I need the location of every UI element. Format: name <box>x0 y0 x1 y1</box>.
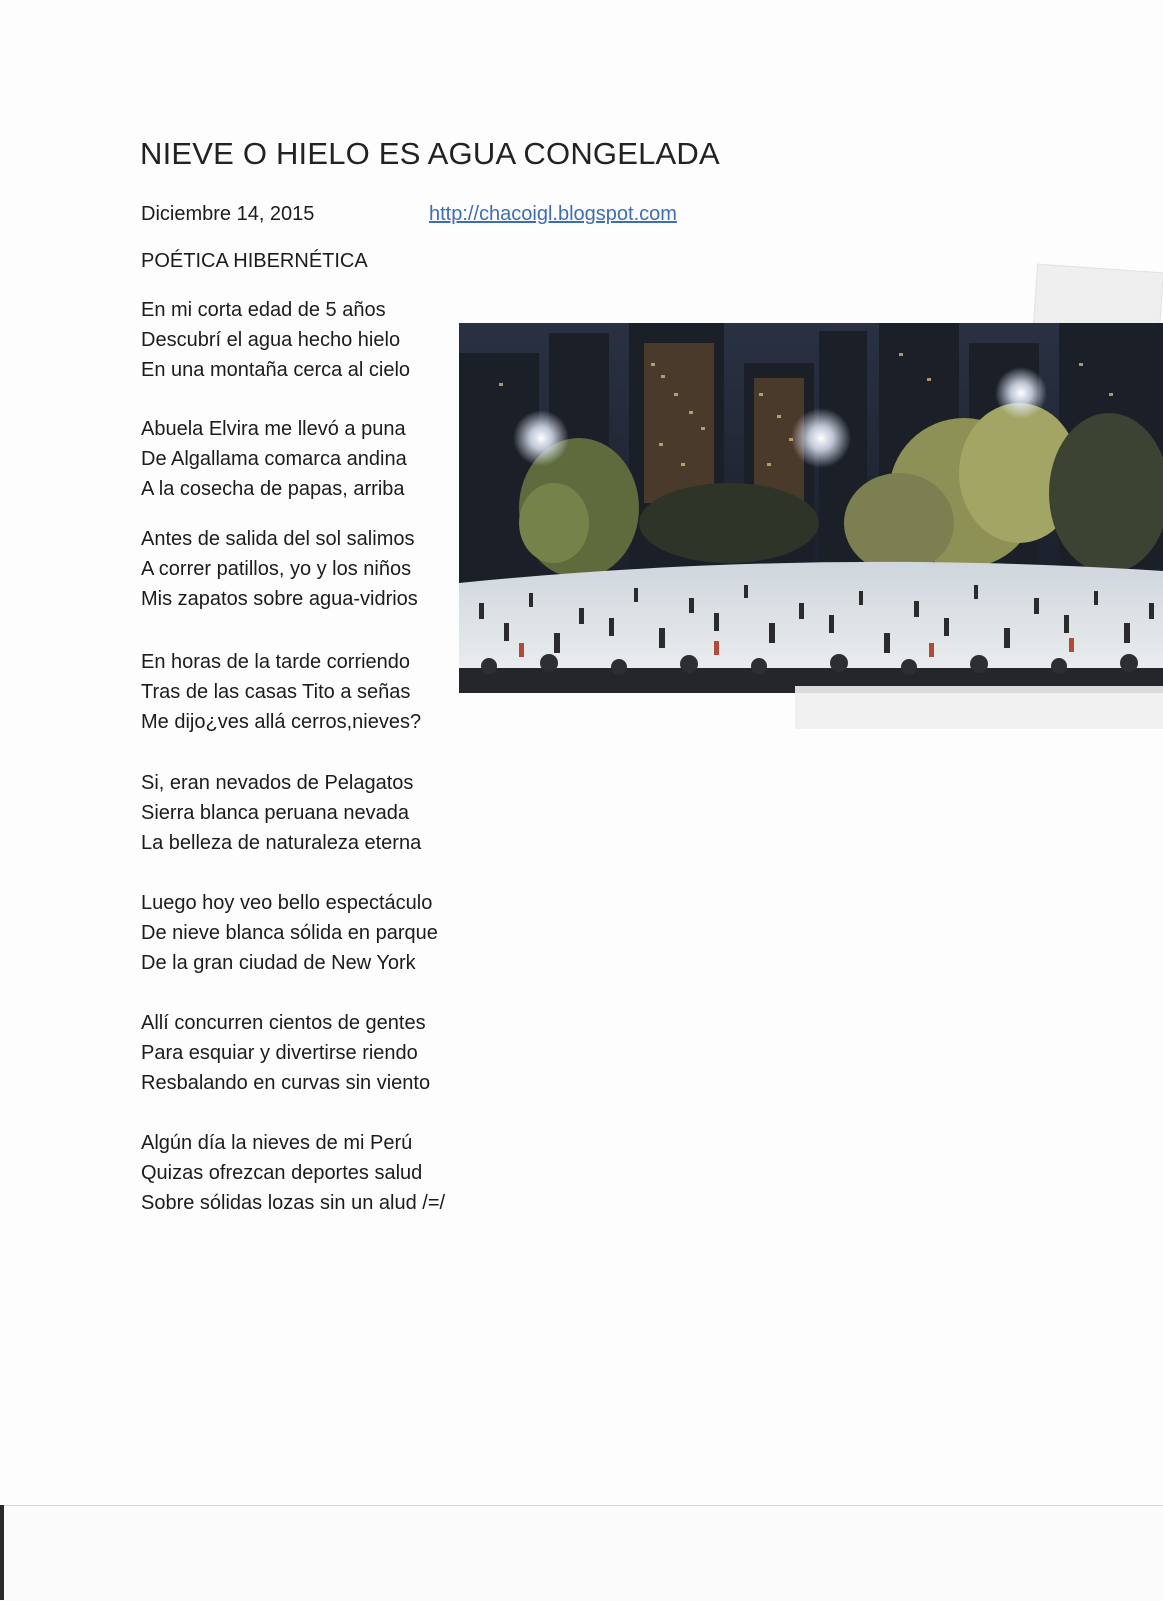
poem-line: Tras de las casas Tito a señas <box>141 681 411 703</box>
poem-line: Descubrí el agua hecho hielo <box>141 329 401 351</box>
poem-line: De Algallama comarca andina <box>141 448 407 470</box>
stanza-2 <box>141 414 407 504</box>
poem-line: Me dijo¿ves allá cerros,nieves? <box>141 711 422 733</box>
poem-line: Mis zapatos sobre agua-vidrios <box>141 588 418 610</box>
scan-left-edge <box>0 1505 4 1600</box>
poem-line: Luego hoy veo bello espectáculo <box>141 892 433 914</box>
poem-line: En una montaña cerca al cielo <box>141 359 411 381</box>
stanza-1 <box>141 295 410 385</box>
scan-bottom-edge <box>0 1505 1163 1601</box>
stanza-3 <box>141 524 418 614</box>
stanza-5 <box>141 768 421 858</box>
stanza-6 <box>141 888 438 978</box>
poem-line: En mi corta edad de 5 años <box>141 299 386 321</box>
poem-line: A correr patillos, yo y los niños <box>141 558 412 580</box>
ice-rink-photo <box>459 323 1163 693</box>
poem-line: Resbalando en curvas sin viento <box>141 1072 431 1094</box>
poem-line: Quizas ofrezcan deportes salud <box>141 1162 423 1184</box>
post-date: Diciembre 14, 2015 <box>141 203 315 225</box>
poem-line: De la gran ciudad de New York <box>141 952 416 974</box>
blog-url: http://chacoigl.blogspot.com <box>429 203 677 225</box>
poem-line: En horas de la tarde corriendo <box>141 651 411 673</box>
poem-line: Abuela Elvira me llevó a puna <box>141 418 406 440</box>
poem-line: A la cosecha de papas, arriba <box>141 478 405 500</box>
poem-line: Sierra blanca peruana nevada <box>141 802 409 824</box>
poem-line: Algún día la nieves de mi Perú <box>141 1132 413 1154</box>
stanza-4 <box>141 647 421 737</box>
stanza-8 <box>141 1128 445 1218</box>
tape-strip <box>795 686 1163 729</box>
page-title: NIEVE O HIELO ES AGUA CONGELADA <box>140 136 720 171</box>
poem-line: Sobre sólidas lozas sin un alud /=/ <box>141 1192 446 1214</box>
poem-line: Si, eran nevados de Pelagatos <box>141 772 414 794</box>
stanza-7 <box>141 1008 430 1098</box>
poem-subtitle: POÉTICA HIBERNÉTICA <box>141 250 368 272</box>
poem-line: La belleza de naturaleza eterna <box>141 832 422 854</box>
poem-line: Allí concurren cientos de gentes <box>141 1012 426 1034</box>
poem-line: De nieve blanca sólida en parque <box>141 922 438 944</box>
poem-line: Antes de salida del sol salimos <box>141 528 415 550</box>
poem-line: Para esquiar y divertirse riendo <box>141 1042 418 1064</box>
